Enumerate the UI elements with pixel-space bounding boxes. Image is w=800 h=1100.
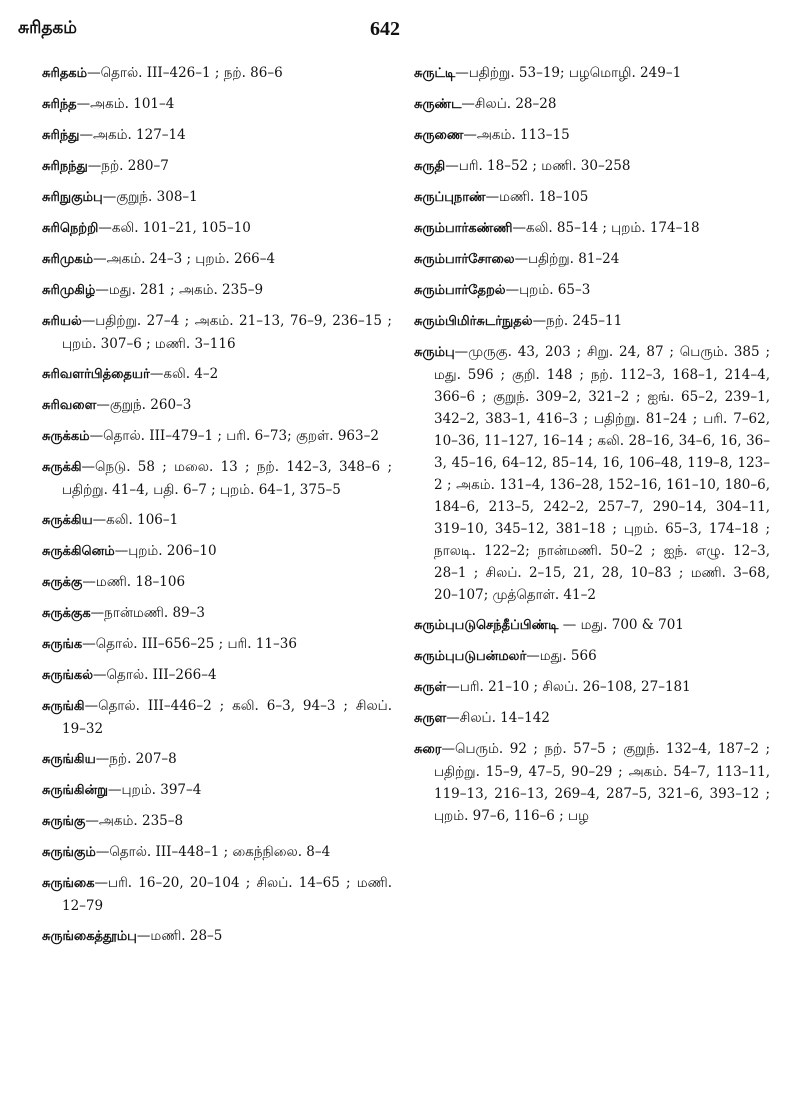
index-entry: [42, 602, 392, 625]
index-entry: [414, 738, 770, 827]
index-entry: [42, 509, 392, 532]
entry-headword: சுருங்கைத்தூம்பு: [42, 929, 137, 944]
entry-references: —பதிற்று. 27–4 ; அகம். 21–13, 76–9, 236–15 ; புறம். 307–6 ; மணி. 3–116: [62, 313, 392, 352]
index-entry: [42, 695, 392, 740]
entry-headword: சுருங்கை: [42, 876, 95, 891]
entry-references: —தொல். III–446–2 ; கலி. 6–3, 94–3 ; சிலப். 19–32: [62, 698, 392, 737]
index-entry: [414, 124, 770, 147]
index-entry: [42, 310, 392, 355]
entry-references: —குறுந். 308–1: [102, 189, 198, 205]
index-entry: [42, 540, 392, 563]
index-entry: [42, 748, 392, 771]
index-entry: [414, 310, 770, 333]
entry-headword: சுரும்புபடுபன்மலர்: [414, 649, 527, 664]
index-entry: [42, 279, 392, 302]
entry-references: —நெடு. 58 ; மலை. 13 ; நற். 142–3, 348–6 ; பதிற்று. 41–4, பதி. 6–7 ; புறம். 64–1, 375–5: [62, 459, 392, 498]
entry-references: —தொல். III–448–1 ; கைந்நிலை. 8–4: [95, 844, 331, 860]
entry-headword: சுரும்புபடுசெந்தீப்பிண்டி: [414, 618, 559, 633]
index-entry: [42, 841, 392, 864]
entry-headword: சுருள: [414, 711, 447, 726]
index-entry: [42, 394, 392, 417]
entry-headword: சுருங்கின்று: [42, 783, 109, 798]
entry-references: —புறம். 397–4: [108, 782, 202, 798]
entry-headword: சுரும்பார்சோலை: [414, 252, 515, 267]
entry-references: —புறம். 206–10: [114, 543, 217, 559]
index-entry: [42, 872, 392, 917]
entry-headword: சுருங்கும்: [42, 845, 96, 860]
index-entry: [42, 425, 392, 448]
index-entry: [414, 614, 770, 637]
entry-headword: சுருதி: [414, 159, 446, 174]
index-entry: [414, 279, 770, 302]
entry-headword: சுரும்பு: [414, 345, 455, 360]
entry-headword: சுரிதகம்: [42, 66, 88, 81]
entry-headword: சுருங்கி: [42, 699, 85, 714]
entry-headword: சுருக்கி: [42, 460, 82, 475]
entry-headword: சுரிநந்து: [42, 159, 88, 174]
entry-headword: சுருக்கிய: [42, 513, 93, 528]
entry-references: —குறுந். 260–3: [96, 397, 192, 413]
entry-headword: சுருக்கம்: [42, 429, 90, 444]
entry-headword: சுருக்குக: [42, 606, 91, 621]
index-entry: [414, 186, 770, 209]
entry-headword: சுரை: [414, 742, 442, 757]
entry-references: —புறம். 65–3: [505, 282, 591, 298]
index-entry: [42, 248, 392, 271]
index-entry: [414, 676, 770, 699]
left-column: [42, 62, 392, 956]
entry-headword: சுருங்கிய: [42, 752, 96, 767]
entry-headword: சுரிமுகம்: [42, 252, 94, 267]
entry-references: —பரி. 18–52 ; மணி. 30–258: [445, 158, 631, 174]
index-entry: [42, 124, 392, 147]
entry-headword: சுரிவளர்பித்தையர்: [42, 367, 150, 382]
entry-headword: சுரிநுகும்பு: [42, 190, 103, 205]
entry-references: —சிலப். 28–28: [461, 96, 557, 112]
page-number: 642: [370, 18, 400, 40]
entry-headword: சுருண்ட: [414, 97, 462, 112]
entry-references: —கலி. 106–1: [92, 512, 179, 528]
index-entry: [414, 93, 770, 116]
entry-references: —நற். 280–7: [87, 158, 169, 174]
entry-references: —மது. 281 ; அகம். 235–9: [95, 282, 264, 298]
entry-references: —மது. 566: [526, 648, 597, 664]
entry-references: —மணி. 28–5: [136, 928, 223, 944]
entry-headword: சுரிவளை: [42, 398, 97, 413]
index-entry: [42, 155, 392, 178]
entry-references: —நற். 207–8: [95, 751, 177, 767]
index-entry: [42, 217, 392, 240]
index-entry: [42, 363, 392, 386]
index-entry: [42, 633, 392, 656]
index-entry: [414, 155, 770, 178]
entry-headword: சுருங்க: [42, 637, 83, 652]
entry-headword: சுரிந்த: [42, 97, 77, 112]
entry-headword: சுருட்டி: [414, 66, 456, 81]
index-entry: [414, 341, 770, 606]
entry-references: —மணி. 18–105: [485, 189, 589, 205]
entry-headword: சுரும்பார்தேறல்: [414, 283, 506, 298]
entry-references: —பரி. 21–10 ; சிலப். 26–108, 27–181: [446, 679, 691, 695]
entry-references: —முருகு. 43, 203 ; சிறு. 24, 87 ; பெரும். 385 ; மது. 596 ; குறி. 148 ; நற். 112–3, 168–1, 214–4, 366–6 ; குறுந். 309–2, 321–2 ; ஐங். 65–2, 239–1, 342–2, 383–1, 416–3 ; பதிற்று. 81–24 ; பரி. 7–62, 10–36, 11–127, 16–14 ; கலி. 28–16, 34–6, 16, 36–3, 45–16, 64–12, 85–14, 16, 106–48, 119–8, 123–2 ; அகம். 131–4, 136–28, 152–16, 161–10, 180–6, 184–6, 213–5, 242–2, 257–7, 290–14, 304–11, 319–10, 345–12, 381–18 ; புறம். 65–3, 174–18 ; நாலடி. 122–2; நான்மணி. 50–2 ; ஐந். எழு. 12–3, 28–1 ; சிலப். 2–15, 21, 28, 10–83 ; மணி. 3–68, 20–107; முத்தொள். 41–2: [434, 344, 770, 603]
right-column: [414, 62, 770, 835]
entry-headword: சுருள்: [414, 680, 447, 695]
index-entry: [42, 810, 392, 833]
entry-references: —தொல். III–656–25 ; பரி. 11–36: [82, 636, 297, 652]
entry-references: —கலி. 4–2: [149, 366, 219, 382]
entry-references: —தொல். III–266–4: [93, 667, 217, 683]
entry-headword: சுருங்கல்: [42, 668, 94, 683]
entry-headword: சுரும்பார்கண்ணி: [414, 221, 513, 236]
entry-references: —கலி. 101–21, 105–10: [98, 220, 251, 236]
entry-references: —அகம். 113–15: [463, 127, 570, 143]
index-entry: [414, 62, 770, 85]
entry-references: —பரி. 16–20, 20–104 ; சிலப். 14–65 ; மணி. 12–79: [62, 875, 392, 914]
entry-headword: சுரிந்து: [42, 128, 80, 143]
entry-references: —தொல். III–479–1 ; பரி. 6–73; குறள். 963–2: [89, 428, 379, 444]
entry-references: —மணி. 18–106: [82, 574, 186, 590]
index-entry: [42, 93, 392, 116]
index-entry: [414, 707, 770, 730]
index-entry: [414, 217, 770, 240]
entry-references: —பதிற்று. 81–24: [514, 251, 620, 267]
index-entry: [42, 186, 392, 209]
index-entry: [42, 571, 392, 594]
entry-headword: சுருக்கு: [42, 575, 83, 590]
entry-headword: சுரியல்: [42, 314, 82, 329]
entry-headword: சுரிநெற்றி: [42, 221, 99, 236]
entry-references: —பெரும். 92 ; நற். 57–5 ; குறுந். 132–4, 187–2 ; பதிற்று. 15–9, 47–5, 90–29 ; அகம். 54–7, 113–11, 119–13, 216–13, 269–4, 287–5, 321–6, 393–12 ; புறம். 97–6, 116–6 ; பழ: [434, 741, 770, 824]
index-entry: [42, 456, 392, 501]
entry-references: —தொல். III–426–1 ; நற். 86–6: [87, 65, 283, 81]
index-entry: [42, 62, 392, 85]
entry-references: —அகம். 235–8: [85, 813, 184, 829]
entry-references: —கலி. 85–14 ; புறம். 174–18: [512, 220, 700, 236]
index-entry: [42, 664, 392, 687]
index-entry: [414, 248, 770, 271]
running-header-word: சுரிதகம்: [18, 18, 77, 38]
entry-headword: சுரும்பிமிர்சுடர்நுதல்: [414, 314, 533, 329]
entry-references: —அகம். 24–3 ; புறம். 266–4: [93, 251, 276, 267]
entry-references: —அகம். 101–4: [76, 96, 175, 112]
entry-references: —நற். 245–11: [532, 313, 623, 329]
entry-references: — மது. 700 & 701: [558, 617, 684, 633]
entry-headword: சுருங்கு: [42, 814, 86, 829]
entry-references: —சிலப். 14–142: [446, 710, 550, 726]
entry-references: —அகம். 127–14: [79, 127, 186, 143]
entry-headword: சுரிமுகிழ்: [42, 283, 96, 298]
entry-headword: சுருக்கினெம்: [42, 544, 115, 559]
index-entry: [42, 925, 392, 948]
entry-references: —நான்மணி. 89–3: [90, 605, 205, 621]
index-entry: [42, 779, 392, 802]
entry-references: —பதிற்று. 53–19; பழமொழி. 249–1: [455, 65, 682, 81]
entry-headword: சுருப்புநாண்: [414, 190, 486, 205]
entry-headword: சுருணை: [414, 128, 464, 143]
index-entry: [414, 645, 770, 668]
